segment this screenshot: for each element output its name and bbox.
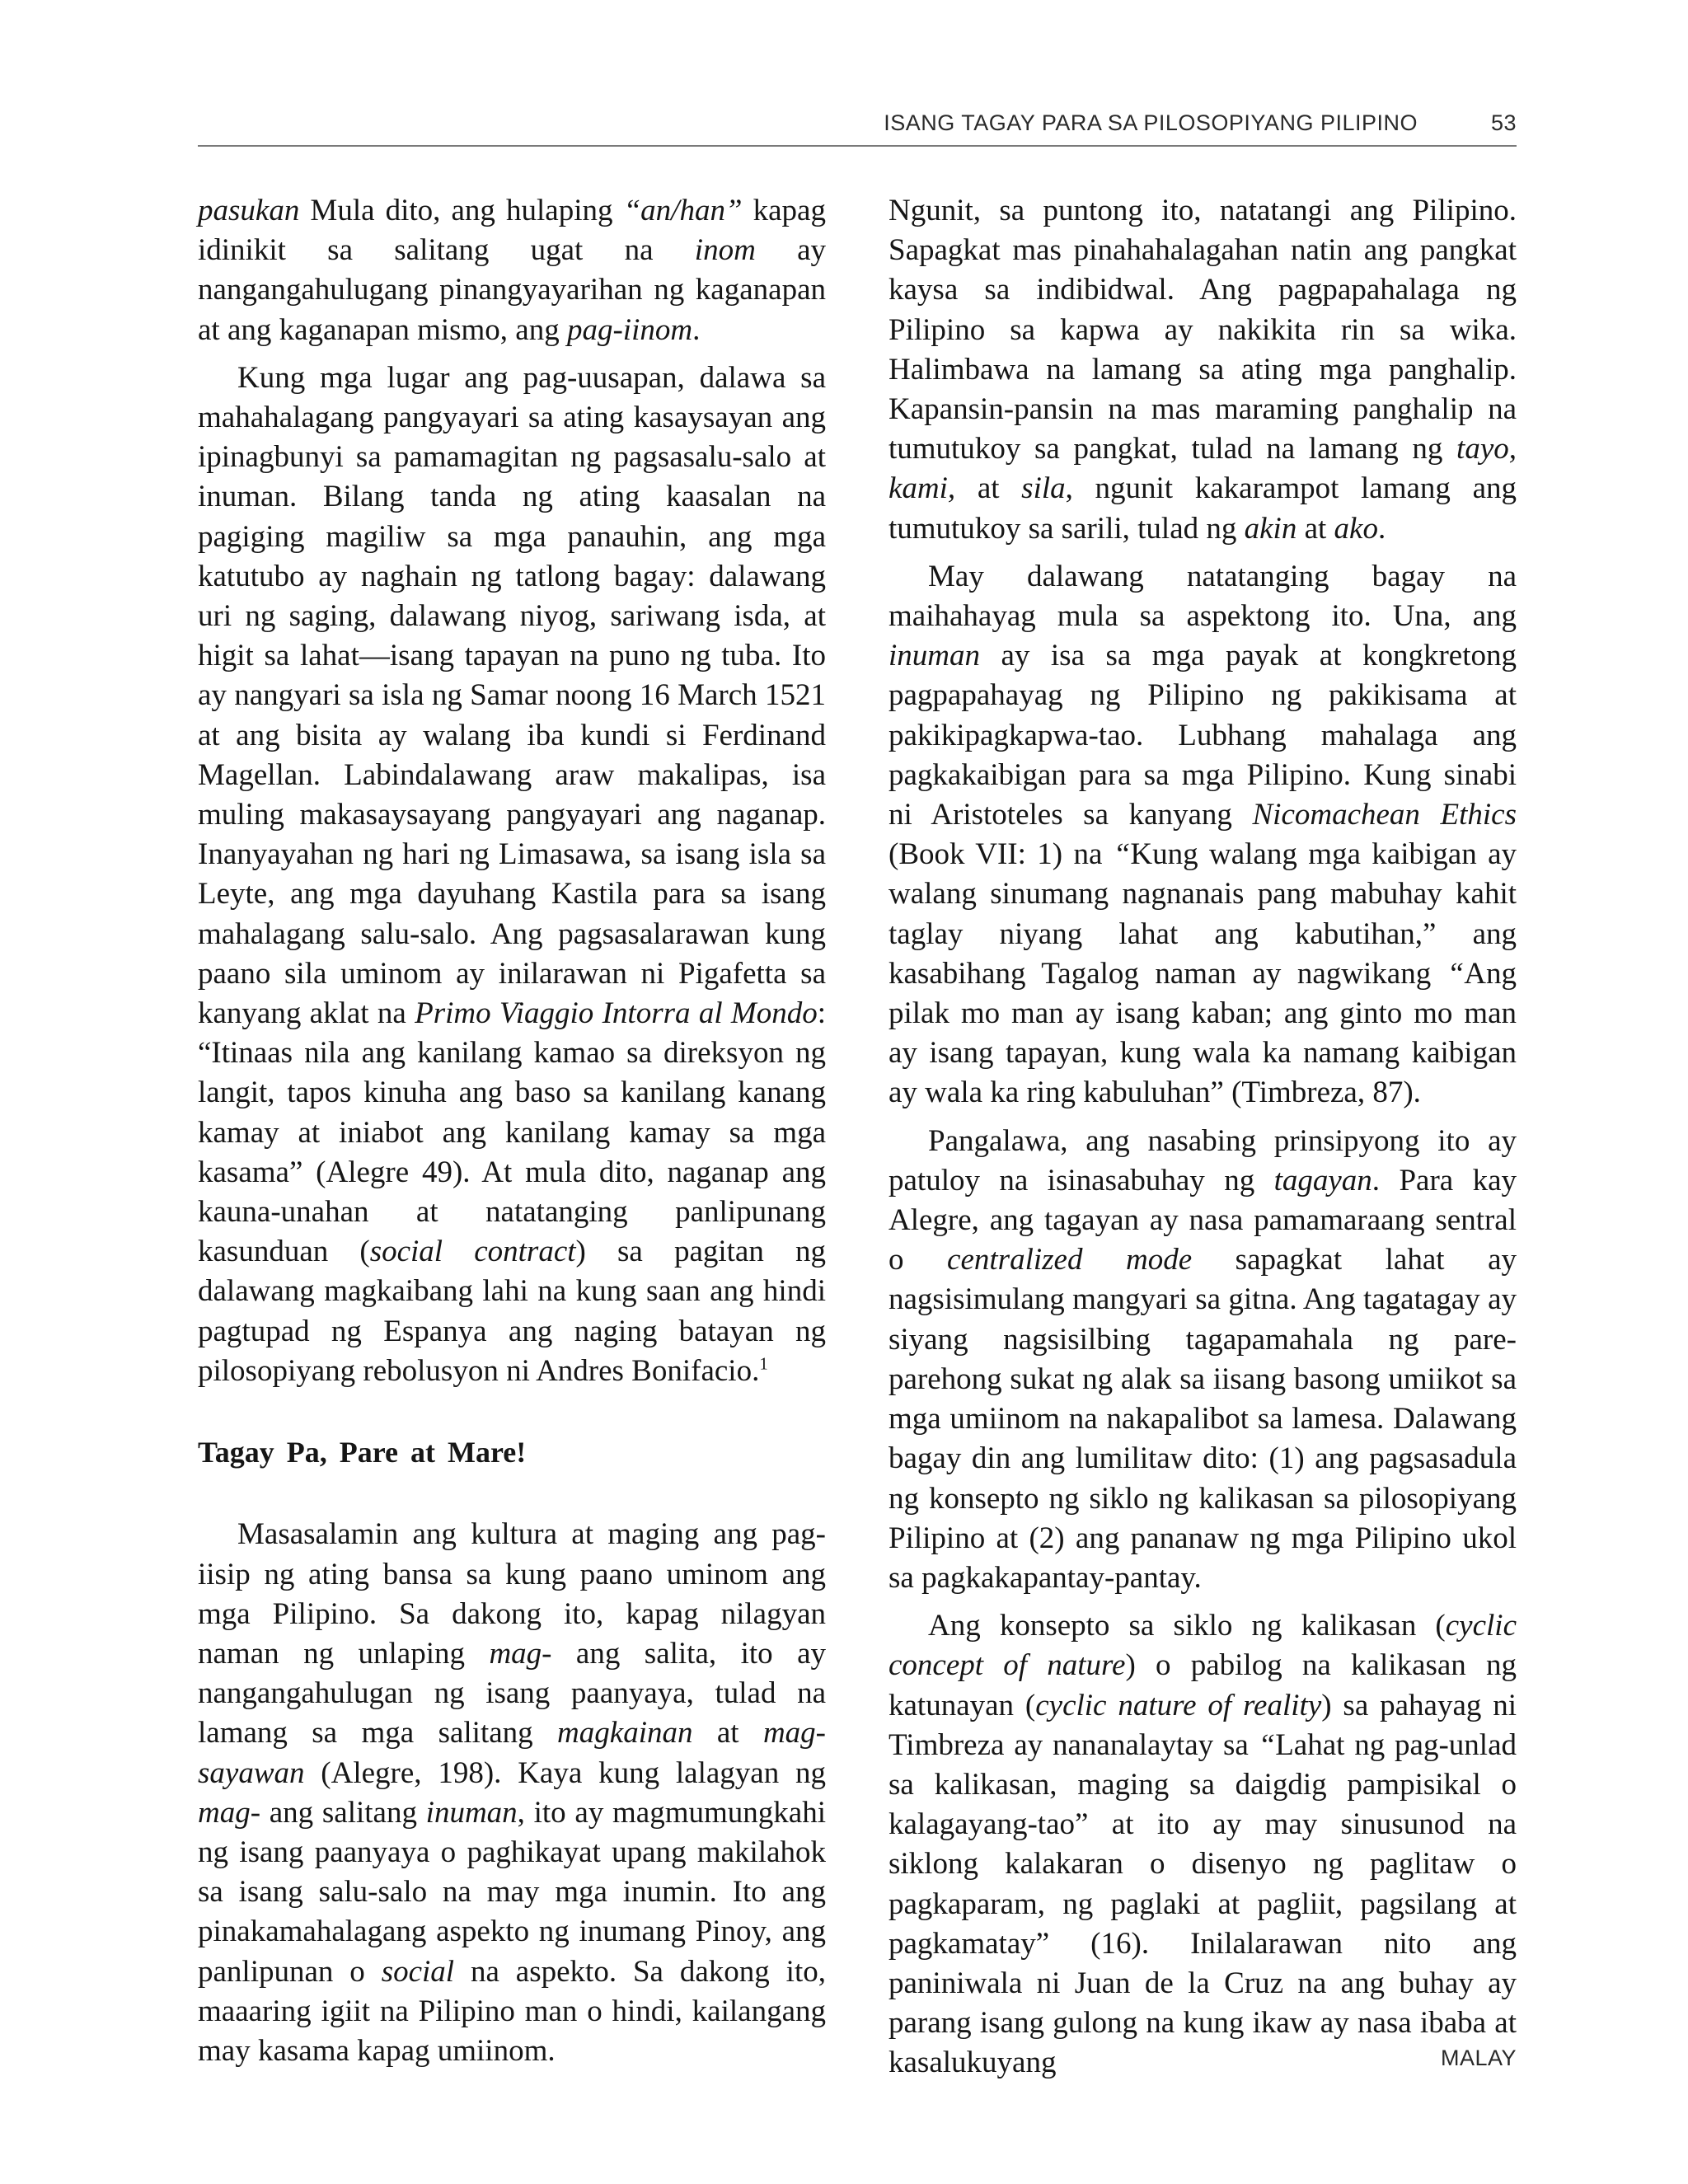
italic-term: inom xyxy=(694,233,756,268)
italic-term: tagayan xyxy=(1273,1163,1372,1197)
text: ) o pabilog na kalikasan ng katunayan ( xyxy=(889,1648,1517,1722)
italic-term: magkainan xyxy=(557,1716,693,1750)
italic-term: Primo Viaggio Intorra al Mondo xyxy=(415,996,818,1031)
right-column xyxy=(889,191,1517,2083)
italic-term: pasukan xyxy=(198,194,300,227)
italic-term: Nicomachean Ethics xyxy=(1252,798,1517,832)
italic-term: social xyxy=(381,1954,455,1989)
text: Ang konsepto sa siklo ng kalikasan ( xyxy=(928,1609,1446,1643)
text: May dalawang natatanging bagay na maihahayag mula sa aspektong ito. Una, ang xyxy=(889,559,1517,634)
italic-term: social contract xyxy=(369,1235,576,1269)
italic-term: “ xyxy=(1447,956,1465,991)
paragraph xyxy=(198,1515,826,2071)
text: Kung walang mga kaibigan ay walang sinumang nagnanais pang mabuhay kahit taglay niyang lahat ang kabutihan,” ang kasabihang Tagalog naman ay nagwikang xyxy=(889,837,1517,991)
text: (Book VII: 1) na xyxy=(889,837,1114,872)
italic-term: “ xyxy=(1113,837,1131,872)
text: . xyxy=(692,312,701,347)
footnote-marker[interactable]: 1 xyxy=(759,1353,768,1374)
text: , ngunit kakarampot lamang ang tumutukoy sa sarili, tulad ng xyxy=(889,471,1517,546)
running-header xyxy=(198,105,1517,147)
text: ) sa pahayag ni Timbreza ay nananalaytay sa xyxy=(889,1688,1517,1762)
italic-term: mag-sayawan xyxy=(198,1716,826,1790)
text: kapag idinikit sa salitang ugat na xyxy=(198,194,826,268)
italic-term: “an/han” xyxy=(623,194,743,227)
left-column xyxy=(198,191,826,2071)
text: ) sa pagitan ng dalawang magkaibang lahi na kung saan ang hindi pagtupad ng Espanya ang naging batayan ng pilosopiyang rebolusyon ni Andres Bonifacio. xyxy=(198,1235,826,1388)
text: . Para kay Alegre, ang tagayan ay nasa pamamaraang sentral o xyxy=(889,1163,1517,1277)
paragraph xyxy=(889,1122,1517,1598)
text: sapagkat lahat ay nagsisimulang mangyari sa gitna. Ang tagatagay ay siyang nagsisilbing tagapamahala ng pare-parehong sukat ng alak sa iisang basong umiikot sa mga umiinom na nakapalibot sa lamesa. Dalawang bagay din ang lumilitaw dito: (1) ang pagsasadula ng konsepto ng siklo ng kalikasan sa pilosopiyang Pilipino at (2) ang pananaw ng mga Pilipino ukol sa pagkakapantay-pantay. xyxy=(889,1243,1517,1595)
text: ay nangangahulugang pinangyayarihan ng kaganapan at ang kaganapan mismo, ang xyxy=(198,233,826,347)
text: ay isa sa mga payak at kongkretong pagpapahayag ng Pilipino ng pakikisama at pakikipagkapwa-tao. Lubhang mahalaga ang pagkakaibigan para sa mga Pilipino. Kung sinabi ni Aristoteles sa kanyang xyxy=(889,639,1517,832)
text: ang salita, ito ay nangangahulugan ng isang paanyaya, tulad na lamang sa mga salitang xyxy=(198,1636,826,1750)
paragraph xyxy=(889,191,1517,549)
italic-term: cyclic concept of nature xyxy=(889,1609,1517,1683)
text: at xyxy=(955,471,1022,506)
text: at xyxy=(1296,511,1334,546)
section-heading: Tagay Pa, Pare at Mare! xyxy=(198,1436,527,1469)
italic-term: cyclic nature of reality xyxy=(1035,1688,1322,1722)
italic-term: pag-iinom xyxy=(566,312,693,347)
italic-term: mag- xyxy=(489,1636,552,1671)
text: Lahat ng pag-unlad sa kalikasan, maging sa daigdig pampisikal o kalagayang-tao” at ito ay may sinusunod na siklong kalakaran o disenyo ng paglitaw o pagkaparam, ng paglaki at pagliit, pagsilang at pagkamatay” (16). Inilalarawan nito ang paniniwala ni Juan de la Cruz na ang buhay ay parang isang gulong na kung ikaw ay nasa ibaba at kasalukuyang xyxy=(889,1727,1517,2080)
italic-term: centralized mode xyxy=(947,1243,1193,1277)
italic-term: sila xyxy=(1021,471,1066,506)
paragraph xyxy=(889,557,1517,1113)
italic-term: akin xyxy=(1244,511,1297,546)
text: Mula dito, ang hulaping xyxy=(299,194,624,227)
text: Kung mga lugar ang pag-uusapan, dalawa sa mahahalagang pangyayari sa ating kasaysayan ang ipinagbunyi sa pamamagitan ng pagsasalu-salo at inuman. Bilang tanda ng ating kaasalan na pagiging magiliw sa mga panauhin, ang mga katutubo ay naghain ng tatlong bagay: dalawang uri ng saging, dalawang niyog, sariwang isda, at higit sa lahat—isang tapayan na puno ng tuba. Ito ay nangyari sa isla ng Samar noong 16 March 1521 at ang bisita ay walang iba kundi si Ferdinand Magellan. Labindalawang araw makalipas, isa muling makasaysayang pangyayari ang naganap. Inanyayahan ng hari ng Limasawa, sa isang isla sa Leyte, ang mga dayuhang Kastila para sa isang mahalagang salu-salo. Ang pagsasalarawan kung paano sila uminom ay inilarawan ni Pigafetta sa kanyang aklat na xyxy=(198,360,826,1031)
italic-term: inuman xyxy=(889,639,980,673)
text: Ngunit, sa puntong ito, natatangi ang Pilipino. Sapagkat mas pinahahalagahan natin ang pangkat kaysa sa indibidwal. Ang pagpapahalaga ng Pilipino sa kapwa ay nakikita rin sa wika. Halimbawa na lamang sa ating mga panghalip. Kapansin-pansin na mas maraming panghalip na tumutukoy sa pangkat, tulad na lamang ng xyxy=(889,194,1517,466)
text: . xyxy=(1377,511,1386,546)
paragraph xyxy=(198,191,826,350)
running-title: ISANG TAGAY PARA SA PILOSOPIYANG PILIPINO xyxy=(884,110,1418,135)
italic-term: inuman xyxy=(425,1795,518,1830)
text: Ang pilak mo man ay isang kaban; ang ginto mo man ay isang tapayan, kung wala ka namang kaibigan ay wala ka ring kabuluhan” (Timbreza, 87). xyxy=(889,956,1517,1110)
text: , ito ay magmumungkahi ng isang paanyaya o paghikayat upang makilahok sa isang salu-salo na may mga inumin. Ito ang pinakamahalagang aspekto ng inumang Pinoy, ang panlipunan o xyxy=(198,1795,826,1989)
text: at xyxy=(692,1716,763,1750)
italic-term: mag- xyxy=(198,1795,261,1830)
italic-term: tayo, kami, xyxy=(889,432,1517,506)
journal-footer: MALAY xyxy=(1440,2046,1517,2070)
text: (Alegre, 198). Kaya kung lalagyan ng xyxy=(304,1755,826,1790)
text: Pangalawa, ang nasabing prinsipyong ito ay patuloy na isinasabuhay ng xyxy=(889,1123,1517,1197)
italic-term: “ xyxy=(1258,1727,1276,1762)
text: : “Itinaas nila ang kanilang kamao sa direksyon ng langit, tapos kinuha ang baso sa kanilang kanang kamay at iniabot ang kanilang kamay sa mga kasama” (Alegre 49). At mula dito, naganap ang kauna-unahan at natatanging panlipunang kasunduan ( xyxy=(198,996,827,1269)
text: na aspekto. Sa dakong ito, maaaring igiit na Pilipino man o hindi, kailangang may kasama kapag umiinom. xyxy=(198,1954,826,2068)
text: ang salitang xyxy=(260,1795,426,1830)
paragraph xyxy=(198,359,826,1391)
paragraph xyxy=(889,1606,1517,2083)
italic-term: ako xyxy=(1334,511,1378,546)
page-number: 53 xyxy=(1490,110,1517,135)
text: Masasalamin ang kultura at maging ang pag-iisip ng ating bansa sa kung paano uminom ang mga Pilipino. Sa dakong ito, kapag nilagyan naman ng unlaping xyxy=(198,1517,826,1671)
